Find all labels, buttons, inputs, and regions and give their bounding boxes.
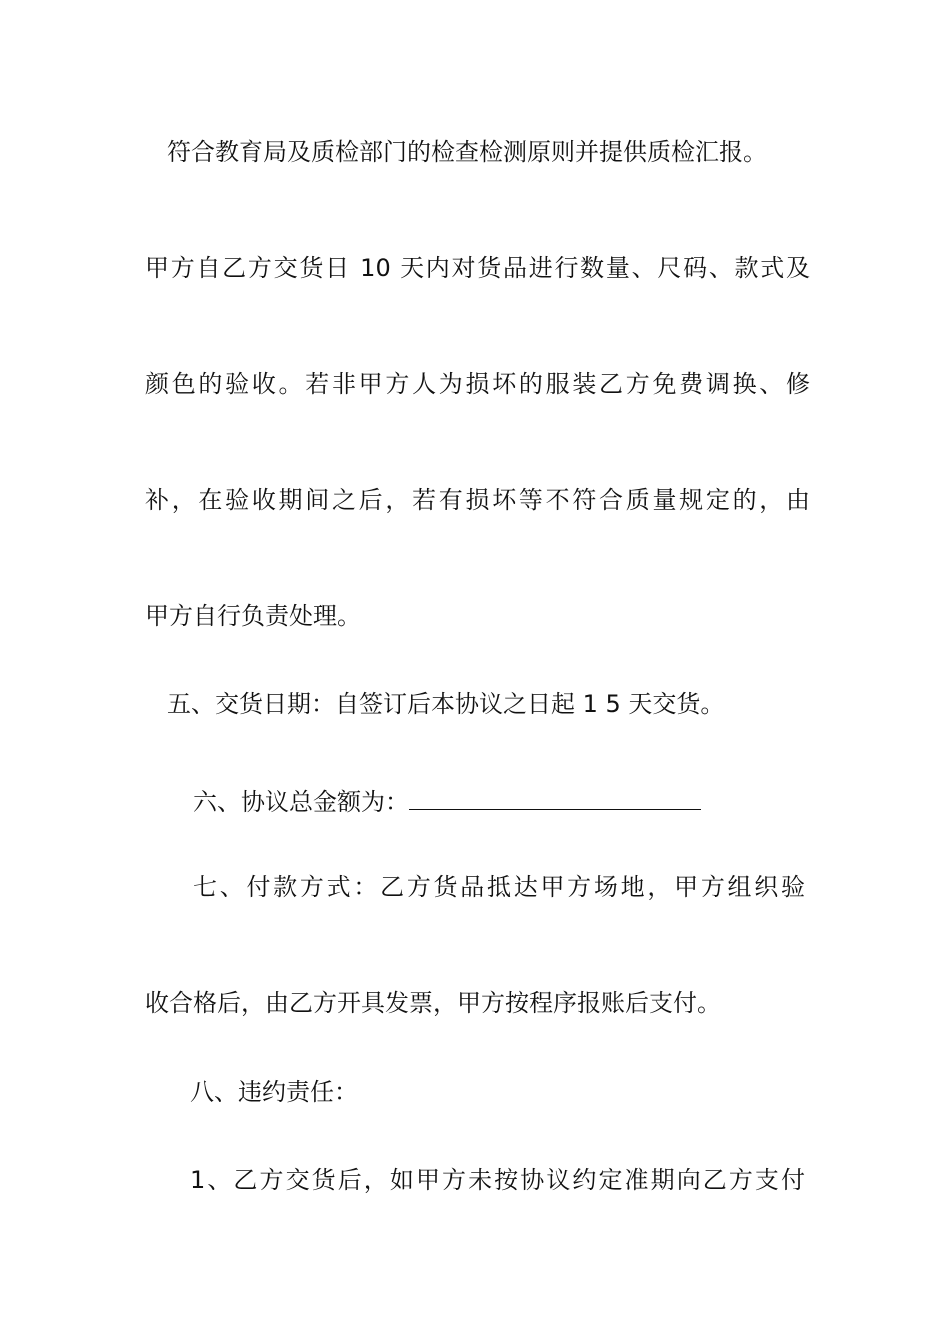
paragraph-line-5: 甲方自行负责处理。 — [145, 602, 361, 630]
clause-five-delivery-date: 五、交货日期：自签订后本协议之日起 1 5 天交货。 — [167, 690, 725, 718]
clause-six-label: 六、协议总金额为： — [193, 788, 409, 816]
paragraph-line-4: 补，在验收期间之后，若有损坏等不符合质量规定的，由 — [145, 486, 810, 514]
paragraph-line-2: 甲方自乙方交货日 10 天内对货品进行数量、尺码、款式及 — [145, 254, 810, 282]
paragraph-line-1: 符合教育局及质检部门的检查检测原则并提供质检汇报。 — [167, 138, 767, 166]
paragraph-line-3: 颜色的验收。若非甲方人为损坏的服装乙方免费调换、修 — [145, 370, 810, 398]
clause-seven-payment: 七、付款方式：乙方货品抵达甲方场地，甲方组织验 — [193, 873, 805, 901]
clause-eight-item-one: 1、乙方交货后，如甲方未按协议约定准期向乙方支付 — [190, 1166, 805, 1194]
clause-six-total-amount — [193, 786, 753, 818]
clause-eight-heading: 八、违约责任： — [190, 1078, 358, 1106]
clause-seven-continued: 收合格后，由乙方开具发票，甲方按程序报账后支付。 — [145, 989, 721, 1017]
amount-blank-line — [409, 787, 701, 810]
